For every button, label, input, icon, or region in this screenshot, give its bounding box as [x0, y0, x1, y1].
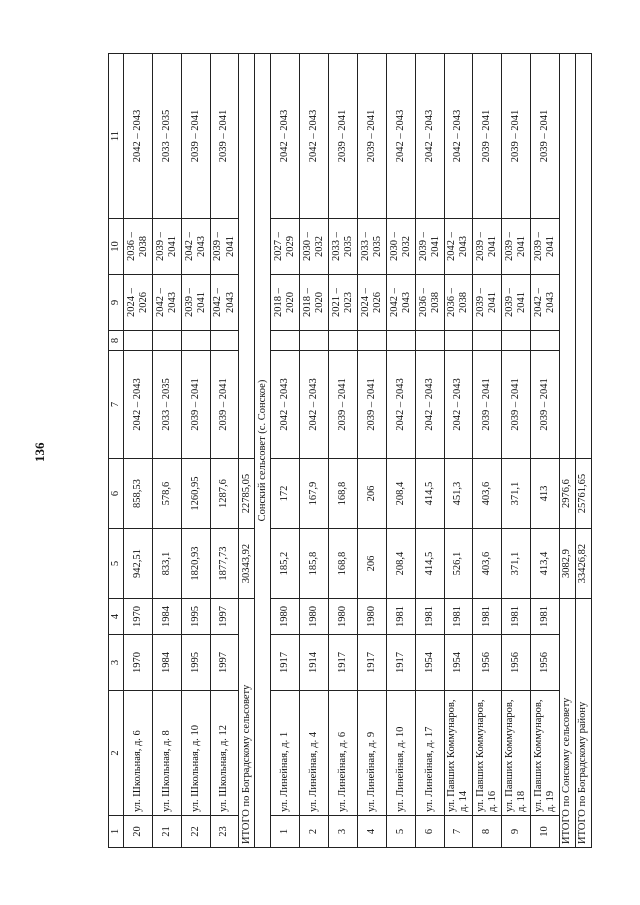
cell-c9: 2021 – 2023	[329, 275, 358, 331]
cell-n: 7	[444, 816, 473, 848]
cell-c9: 2042 – 2043	[531, 275, 560, 331]
table-row	[210, 54, 239, 848]
cell-c3: 1917	[329, 635, 358, 691]
cell-c8	[386, 331, 415, 351]
cell-n: 22	[181, 816, 210, 848]
cell-c11: 2042 – 2043	[271, 54, 300, 219]
cell-c8	[152, 331, 181, 351]
cell-c7: 2042 – 2043	[415, 351, 444, 459]
cell-c5: 526,1	[444, 529, 473, 599]
cell-addr: ул. Линейная, д. 6	[329, 691, 358, 816]
cell-c5: 942,51	[124, 529, 153, 599]
cell-c5: 414,5	[415, 529, 444, 599]
cell-c3: 1984	[152, 635, 181, 691]
cell-c9: 2024 – 2026	[358, 275, 387, 331]
cell-n: 8	[473, 816, 502, 848]
cell-c6: 168,8	[329, 459, 358, 529]
cell-c9: 2036 – 2038	[415, 275, 444, 331]
cell-n: 10	[531, 816, 560, 848]
cell-c11: 2042 – 2043	[124, 54, 153, 219]
cell-c5: 185,2	[271, 529, 300, 599]
cell-c4: 1981	[386, 599, 415, 635]
cell-c9: 2042 – 2043	[386, 275, 415, 331]
column-header: 9	[109, 275, 124, 331]
column-header: 3	[109, 635, 124, 691]
cell-c3: 1995	[181, 635, 210, 691]
cell-c6: 371,1	[502, 459, 531, 529]
column-header: 11	[109, 54, 124, 219]
cell-c7: 2042 – 2043	[124, 351, 153, 459]
cell-c8	[502, 331, 531, 351]
table-row	[358, 54, 387, 848]
cell-c4: 1995	[181, 599, 210, 635]
cell-c6: 578,6	[152, 459, 181, 529]
cell-c5: 168,8	[329, 529, 358, 599]
cell-c11: 2039 – 2041	[329, 54, 358, 219]
cell-c6: 206	[358, 459, 387, 529]
cell-addr: ул. Линейная, д. 17	[415, 691, 444, 816]
total-row	[559, 54, 575, 848]
cell-c3: 1997	[210, 635, 239, 691]
total-empty	[559, 54, 575, 459]
cell-c7: 2039 – 2041	[329, 351, 358, 459]
total-row	[239, 54, 255, 848]
cell-c7: 2042 – 2043	[444, 351, 473, 459]
column-header: 6	[109, 459, 124, 529]
cell-addr: ул. Линейная, д. 9	[358, 691, 387, 816]
cell-n: 20	[124, 816, 153, 848]
cell-c8	[124, 331, 153, 351]
cell-c11: 2039 – 2041	[473, 54, 502, 219]
cell-c9: 2042 – 2043	[152, 275, 181, 331]
cell-c9: 2018 – 2020	[271, 275, 300, 331]
total-living-area: 25761,65	[575, 459, 591, 529]
cell-c10: 2030 – 2032	[386, 219, 415, 275]
cell-c8	[181, 331, 210, 351]
cell-c10: 2039 – 2041	[531, 219, 560, 275]
cell-c11: 2042 – 2043	[415, 54, 444, 219]
cell-c10: 2036 – 2038	[124, 219, 153, 275]
table-row	[124, 54, 153, 848]
cell-c11: 2042 – 2043	[444, 54, 473, 219]
cell-addr: ул. Павших Коммунаров, д. 19	[531, 691, 560, 816]
cell-c7: 2039 – 2041	[502, 351, 531, 459]
column-header: 7	[109, 351, 124, 459]
cell-c5: 206	[358, 529, 387, 599]
cell-c3: 1970	[124, 635, 153, 691]
cell-n: 6	[415, 816, 444, 848]
cell-n: 2	[300, 816, 329, 848]
cell-c5: 833,1	[152, 529, 181, 599]
subheader-label: Сонский сельсовет (с. Сонское)	[255, 54, 271, 848]
total-area: 3082,9	[559, 529, 575, 599]
cell-c4: 1981	[444, 599, 473, 635]
cell-c3: 1917	[358, 635, 387, 691]
cell-c11: 2042 – 2043	[300, 54, 329, 219]
header-row	[109, 54, 124, 848]
cell-c6: 413	[531, 459, 560, 529]
cell-addr: ул. Павших Коммунаров, д. 18	[502, 691, 531, 816]
cell-c11: 2039 – 2041	[210, 54, 239, 219]
cell-c5: 208,4	[386, 529, 415, 599]
cell-addr: ул. Школьная, д. 8	[152, 691, 181, 816]
cell-n: 3	[329, 816, 358, 848]
cell-c5: 413,4	[531, 529, 560, 599]
cell-addr: ул. Школьная, д. 6	[124, 691, 153, 816]
cell-c8	[473, 331, 502, 351]
cell-c8	[415, 331, 444, 351]
total-label: ИТОГО по Боградскому сельсовету	[239, 599, 255, 848]
total-label: ИТОГО по Боградскому району	[575, 599, 591, 848]
cell-n: 1	[271, 816, 300, 848]
cell-c4: 1980	[329, 599, 358, 635]
cell-c4: 1997	[210, 599, 239, 635]
cell-n: 5	[386, 816, 415, 848]
cell-addr: ул. Павших Коммунаров, д. 14	[444, 691, 473, 816]
table-body	[124, 54, 592, 848]
cell-c6: 172	[271, 459, 300, 529]
cell-c10: 2039 – 2041	[473, 219, 502, 275]
cell-c4: 1970	[124, 599, 153, 635]
table-row	[386, 54, 415, 848]
cell-addr: ул. Школьная, д. 10	[181, 691, 210, 816]
cell-c4: 1981	[531, 599, 560, 635]
cell-c6: 1260,95	[181, 459, 210, 529]
table-row	[531, 54, 560, 848]
total-label: ИТОГО по Сонскому сельсовету	[559, 599, 575, 848]
total-empty	[575, 54, 591, 459]
cell-c9: 2039 – 2041	[473, 275, 502, 331]
cell-c3: 1954	[444, 635, 473, 691]
cell-addr: ул. Павших Коммунаров, д. 16	[473, 691, 502, 816]
cell-c4: 1980	[271, 599, 300, 635]
cell-c6: 208,4	[386, 459, 415, 529]
total-area: 30343,92	[239, 529, 255, 599]
table-row	[329, 54, 358, 848]
cell-c8	[358, 331, 387, 351]
cell-c11: 2033 – 2035	[152, 54, 181, 219]
cell-c11: 2042 – 2043	[386, 54, 415, 219]
total-living-area: 2976,6	[559, 459, 575, 529]
column-header: 10	[109, 219, 124, 275]
cell-c6: 858,53	[124, 459, 153, 529]
cell-c6: 403,6	[473, 459, 502, 529]
cell-c5: 1820,93	[181, 529, 210, 599]
column-header: 8	[109, 331, 124, 351]
cell-c9: 2039 – 2041	[502, 275, 531, 331]
cell-c3: 1956	[531, 635, 560, 691]
total-row	[575, 54, 591, 848]
cell-c10: 2033 – 2035	[358, 219, 387, 275]
table-row	[300, 54, 329, 848]
column-header: 2	[109, 691, 124, 816]
cell-c10: 2042 – 2043	[444, 219, 473, 275]
cell-c9: 2036 – 2038	[444, 275, 473, 331]
cell-c10: 2033 – 2035	[329, 219, 358, 275]
cell-c7: 2039 – 2041	[181, 351, 210, 459]
cell-c4: 1980	[358, 599, 387, 635]
cell-c4: 1981	[415, 599, 444, 635]
cell-c8	[444, 331, 473, 351]
cell-n: 4	[358, 816, 387, 848]
cell-c9: 2024 – 2026	[124, 275, 153, 331]
cell-c10: 2030 – 2032	[300, 219, 329, 275]
cell-addr: ул. Линейная, д. 1	[271, 691, 300, 816]
table-row	[444, 54, 473, 848]
column-header: 4	[109, 599, 124, 635]
table-row	[152, 54, 181, 848]
table-row	[473, 54, 502, 848]
subheader-row	[255, 54, 271, 848]
cell-c11: 2039 – 2041	[181, 54, 210, 219]
cell-c10: 2042 – 2043	[181, 219, 210, 275]
cell-c6: 451,3	[444, 459, 473, 529]
cell-c8	[329, 331, 358, 351]
cell-c9: 2042 – 2043	[210, 275, 239, 331]
cell-c8	[300, 331, 329, 351]
page-number: 136	[32, 442, 47, 462]
cell-c6: 167,9	[300, 459, 329, 529]
cell-c7: 2033 – 2035	[152, 351, 181, 459]
cell-c8	[531, 331, 560, 351]
cell-c8	[271, 331, 300, 351]
cell-n: 21	[152, 816, 181, 848]
cell-c9: 2018 – 2020	[300, 275, 329, 331]
cell-c7: 2042 – 2043	[271, 351, 300, 459]
cell-c3: 1917	[386, 635, 415, 691]
cell-c3: 1917	[271, 635, 300, 691]
cell-c11: 2039 – 2041	[358, 54, 387, 219]
cell-c5: 371,1	[502, 529, 531, 599]
cell-c10: 2039 – 2041	[415, 219, 444, 275]
housing-repair-schedule-table	[108, 53, 592, 848]
cell-c3: 1914	[300, 635, 329, 691]
column-header: 1	[109, 816, 124, 848]
cell-c8	[210, 331, 239, 351]
total-living-area: 22785,05	[239, 459, 255, 529]
cell-c7: 2039 – 2041	[210, 351, 239, 459]
cell-n: 23	[210, 816, 239, 848]
table-row	[271, 54, 300, 848]
cell-c5: 1877,73	[210, 529, 239, 599]
table-row	[415, 54, 444, 848]
cell-c10: 2039 – 2041	[152, 219, 181, 275]
table-row	[502, 54, 531, 848]
cell-c5: 185,8	[300, 529, 329, 599]
cell-c4: 1981	[502, 599, 531, 635]
cell-c5: 403,6	[473, 529, 502, 599]
cell-c3: 1954	[415, 635, 444, 691]
cell-c3: 1956	[473, 635, 502, 691]
cell-c10: 2039 – 2041	[502, 219, 531, 275]
total-area: 33426,82	[575, 529, 591, 599]
cell-addr: ул. Линейная, д. 10	[386, 691, 415, 816]
cell-c10: 2027 – 2029	[271, 219, 300, 275]
cell-c7: 2042 – 2043	[300, 351, 329, 459]
cell-c4: 1980	[300, 599, 329, 635]
cell-c3: 1956	[502, 635, 531, 691]
cell-c4: 1984	[152, 599, 181, 635]
cell-c7: 2042 – 2043	[386, 351, 415, 459]
cell-c10: 2039 – 2041	[210, 219, 239, 275]
table-row	[181, 54, 210, 848]
rotated-table-container	[108, 54, 592, 848]
column-header: 5	[109, 529, 124, 599]
cell-c7: 2039 – 2041	[531, 351, 560, 459]
cell-c4: 1981	[473, 599, 502, 635]
cell-c9: 2039 – 2041	[181, 275, 210, 331]
cell-n: 9	[502, 816, 531, 848]
cell-c7: 2039 – 2041	[473, 351, 502, 459]
cell-addr: ул. Школьная, д. 12	[210, 691, 239, 816]
total-empty	[239, 54, 255, 459]
cell-c11: 2039 – 2041	[531, 54, 560, 219]
cell-c7: 2039 – 2041	[358, 351, 387, 459]
cell-c11: 2039 – 2041	[502, 54, 531, 219]
cell-c6: 1287,6	[210, 459, 239, 529]
cell-addr: ул. Линейная, д. 4	[300, 691, 329, 816]
cell-c6: 414,5	[415, 459, 444, 529]
